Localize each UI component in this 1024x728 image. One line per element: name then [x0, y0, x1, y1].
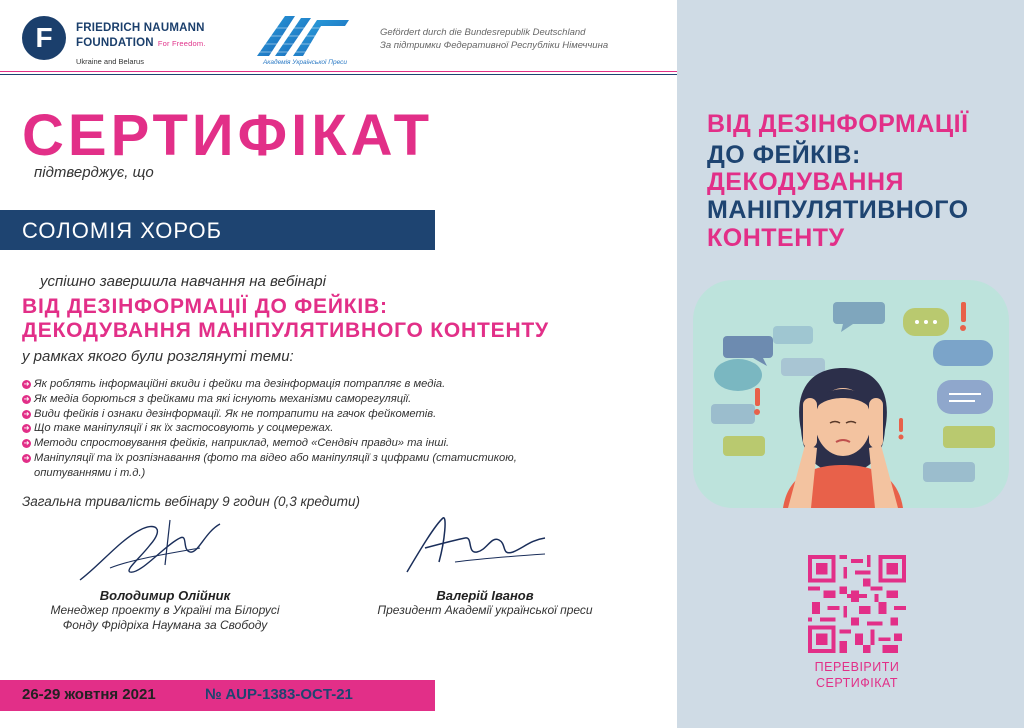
certificate-number: № AUP-1383-OCT-21 [205, 686, 353, 703]
aup-caption: Академія Української Преси [262, 59, 348, 66]
topic-item [22, 451, 622, 481]
topic-text: Методи спростовування фейків, наприклад, метод «Сендвіч правди» та інші. [34, 437, 450, 450]
signer-2-role-line1: Президент Академії української преси [377, 603, 593, 617]
exclamation-icon [899, 418, 904, 440]
aup-logo [255, 14, 351, 58]
arrow-bullet-icon: ➜ [23, 440, 30, 448]
side-title-line3: ДЕКОДУВАННЯ [707, 168, 904, 196]
signer-1-name: Володимир Олійник [99, 588, 231, 603]
recipient-band [0, 210, 435, 250]
arrow-bullet-icon: ➜ [23, 425, 30, 433]
topic-text: Як роблять інформаційні вкиди і фейки та дезінформація потрапляє в медіа. [34, 378, 446, 390]
certificate-subtitle: підтверджує, що [34, 164, 154, 181]
fnf-name-line1: FRIEDRICH NAUMANN [76, 22, 205, 34]
footer-band [0, 680, 435, 711]
speech-bubble-icon [711, 404, 755, 424]
topics-list [22, 377, 622, 481]
speech-bubble-icon [923, 462, 975, 482]
speech-bubble-icon [781, 358, 825, 376]
side-title-line4: МАНІПУЛЯТИВНОГО [707, 196, 969, 224]
fnf-name-line2 [76, 37, 206, 49]
topic-item [22, 392, 622, 407]
topic-item [22, 407, 622, 422]
topics-heading: у рамках якого були розглянуті теми: [22, 348, 294, 365]
fnf-logo: F [22, 16, 66, 60]
event-date: 26-29 жовтня 2021 [22, 686, 156, 703]
header-divider-navy [0, 74, 677, 75]
recipient-name: СОЛОМІЯ ХОРОБ [22, 218, 223, 243]
stressed-woman-illustration [693, 280, 1009, 508]
speech-bubble-icon [943, 426, 995, 448]
course-title-line1: ВІД ДЕЗІНФОРМАЦІЇ ДО ФЕЙКІВ: [22, 295, 388, 318]
topic-item [22, 377, 622, 392]
header-divider-pink [0, 71, 677, 72]
speech-bubble-icon [714, 359, 762, 391]
speech-bubble-icon [723, 436, 765, 456]
signer-2-name: Валерій Іванов [436, 588, 534, 603]
support-text-de: Gefördert durch die Bundesrepublik Deutschland [380, 27, 586, 38]
side-title-line5: КОНТЕНТУ [707, 224, 845, 252]
speech-bubble-icon [903, 308, 949, 336]
arrow-bullet-icon: ➜ [23, 410, 30, 418]
topic-item [22, 421, 622, 436]
fnf-subtitle: Ukraine and Belarus [76, 57, 144, 66]
speech-bubble-icon [773, 326, 813, 344]
side-title-line2: ДО ФЕЙКІВ: [707, 141, 861, 169]
duration-text: Загальна тривалість вебінару 9 годин (0,3 кредити) [22, 494, 360, 509]
signer-1-role-line1: Менеджер проекту в Україні та Білорусі [50, 603, 280, 617]
speech-bubble-icon [937, 380, 993, 414]
arrow-bullet-icon: ➜ [23, 395, 30, 403]
topic-text: Що таке маніпуляції і як їх застосовують у соцмережах. [34, 422, 334, 435]
completion-text: успішно завершила навчання на вебінарі [40, 273, 326, 290]
verify-label-line2: СЕРТИФІКАТ [815, 676, 898, 690]
topic-text: Як медіа борються з фейками та які існують механізми саморегуляції. [34, 392, 412, 405]
signature-1 [70, 510, 240, 588]
certificate-title: СЕРТИФІКАТ [22, 103, 434, 168]
qr-code-icon[interactable] [808, 555, 906, 653]
arrow-bullet-icon: ➜ [23, 454, 30, 462]
side-title-line1: ВІД ДЕЗІНФОРМАЦІЇ [707, 110, 969, 138]
support-text-ua: За підтримки Федеративної Республіки Німеччина [380, 40, 609, 51]
topic-item [22, 436, 622, 451]
speech-bubble-icon [933, 340, 993, 366]
fnf-tagline: For Freedom. [157, 39, 206, 48]
signature-2 [395, 510, 555, 580]
arrow-bullet-icon: ➜ [23, 381, 30, 388]
signer-1-role-line2: Фонду Фрідріха Наумана за Свободу [62, 618, 268, 632]
topic-text: Види фейків і ознаки дезінформації. Як не потрапити на гачок фейкометів. [34, 407, 437, 420]
course-title-line2: ДЕКОДУВАННЯ МАНІПУЛЯТИВНОГО КОНТЕНТУ [22, 319, 549, 342]
verify-label-line1: ПЕРЕВІРИТИ [814, 660, 900, 674]
fnf-name-line2-text: FOUNDATION [76, 37, 154, 49]
topic-text: Маніпуляції та їх розпізнавання (фото та відео або маніпуляції з цифрами (статистикою, опитуваннями і т.д.) [34, 451, 517, 479]
